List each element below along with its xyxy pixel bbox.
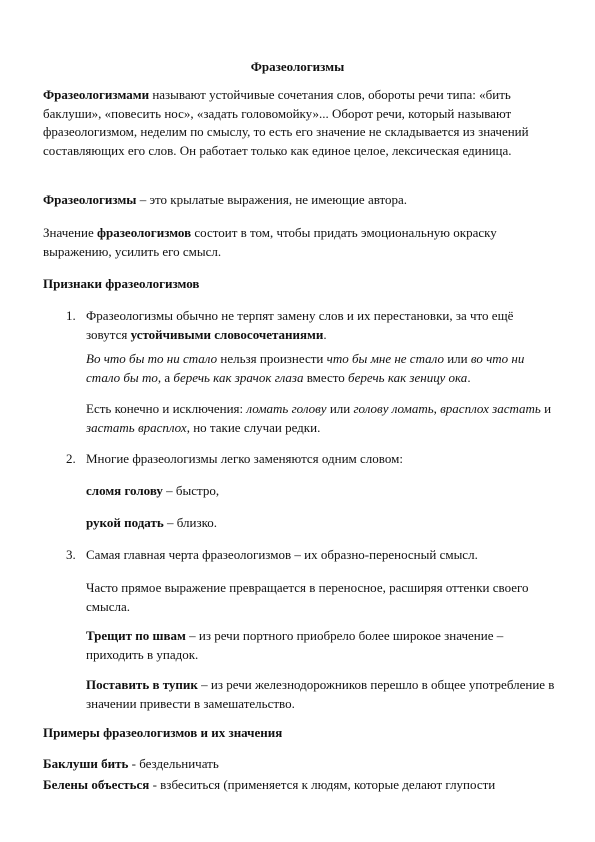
example-meaning: - бездельничать <box>128 756 219 771</box>
definition-paragraph <box>43 191 553 210</box>
purpose-paragraph <box>43 224 553 261</box>
item3-para1: Часто прямое выражение превращается в переносное, расширяя оттенки своего смысла. <box>86 580 529 614</box>
ex1f: , а <box>157 369 174 385</box>
item2-ex1-bold: сломя голову <box>86 483 163 498</box>
ex2d: голову ломать <box>353 401 434 416</box>
ex2i: , но такие случаи редки. <box>186 419 321 435</box>
item2-text: Многие фразеологизмы легко заменяются одним словом: <box>86 451 403 466</box>
item1-example2 <box>86 400 556 437</box>
ex2g: и <box>540 401 552 416</box>
purpose-text: состоит в том, чтобы придать эмоциональную окраску выражению, усилить его смысл. <box>43 225 497 259</box>
example-item <box>43 776 553 795</box>
purpose-term: фразеологизмов <box>96 225 192 240</box>
ex1b: нельзя произнести <box>217 351 327 366</box>
signs-heading-text: Признаки фразеологизмов <box>43 276 200 291</box>
purpose-pre: Значение <box>43 225 97 240</box>
item3-p2-rest: – из речи портного приобрело более широкое значение – приходить в упадок. <box>86 628 504 662</box>
ex1a: Во что бы то ни стало <box>86 351 218 366</box>
example-meaning: - взбеситься (применяется к людям, которые делают глупости <box>149 777 496 792</box>
example-item <box>43 755 553 774</box>
example-term: Баклуши бить <box>43 756 129 771</box>
ex1c: что бы мне не стало <box>326 351 444 366</box>
item1-text <box>86 307 556 344</box>
intro-paragraph <box>43 86 553 160</box>
item3-text: Самая главная черта фразеологизмов – их образно-переносный смысл. <box>86 547 478 562</box>
item2-number: 2. <box>66 451 76 466</box>
ex2c: или <box>326 401 354 416</box>
definition-text: – это крылатые выражения, не имеющие автора. <box>136 192 408 207</box>
item3-p3-rest: – из речи железнодорожников перешло в общее употребление в значении привести в замешательство. <box>86 677 555 711</box>
definition-term: Фразеологизмы <box>43 192 137 207</box>
page-title: Фразеологизмы <box>250 59 345 74</box>
examples-heading-text: Примеры фразеологизмов и их значения <box>43 725 283 740</box>
ex1j: . <box>467 369 471 385</box>
ex2f: врасплох застать <box>440 401 541 416</box>
ex2h: застать врасплох <box>86 419 187 435</box>
intro-text: называют устойчивые сочетания слов, обороты речи типа: «бить баклуши», «повесить нос», «задать головомойку»... Оборот речи, который называют фразеологизмом, неделим по смыслу, то есть его значение не складывается из значений составляющих его слов. Он работает только как единое целое, лексическая единица. <box>43 87 529 158</box>
item1-number: 1. <box>66 308 76 323</box>
item1-main: Фразеологизмы обычно не терпят замену слов и их перестановки, за что ещё зовутся <box>86 308 514 342</box>
examples-heading <box>43 724 553 743</box>
item3-p3-bold: Поставить в тупик <box>86 677 198 692</box>
item1-example1 <box>86 350 556 387</box>
ex1i: беречь как зеницу ока <box>348 369 468 385</box>
item2-example2 <box>86 514 556 533</box>
item2-ex1-rest: – быстро, <box>162 483 220 498</box>
ex2a: Есть конечно и исключения: <box>86 401 247 416</box>
item3-para2 <box>86 627 556 664</box>
intro-term: Фразеологизмами <box>43 87 150 102</box>
ex2b: ломать голову <box>246 401 327 416</box>
example-term: Белены объесться <box>43 777 150 792</box>
ex1h: вместо <box>303 369 349 385</box>
item3-para3 <box>86 676 556 713</box>
item3-p2-bold: Трещит по швам <box>86 628 186 643</box>
ex1g: беречь как зрачок глаза <box>173 369 304 385</box>
item2-ex2-bold: рукой подать <box>86 515 164 530</box>
item3-number: 3. <box>66 547 76 562</box>
ex1d: или <box>443 351 471 366</box>
item2-ex2-rest: – близко. <box>163 515 218 530</box>
ex2e: , <box>433 401 441 416</box>
item1-bold: устойчивыми словосочетаниями <box>130 326 324 342</box>
item2-example1 <box>86 482 556 501</box>
signs-heading <box>43 275 553 294</box>
item1-end: . <box>323 326 327 342</box>
ex1e: во что ни стало бы то <box>86 351 525 385</box>
